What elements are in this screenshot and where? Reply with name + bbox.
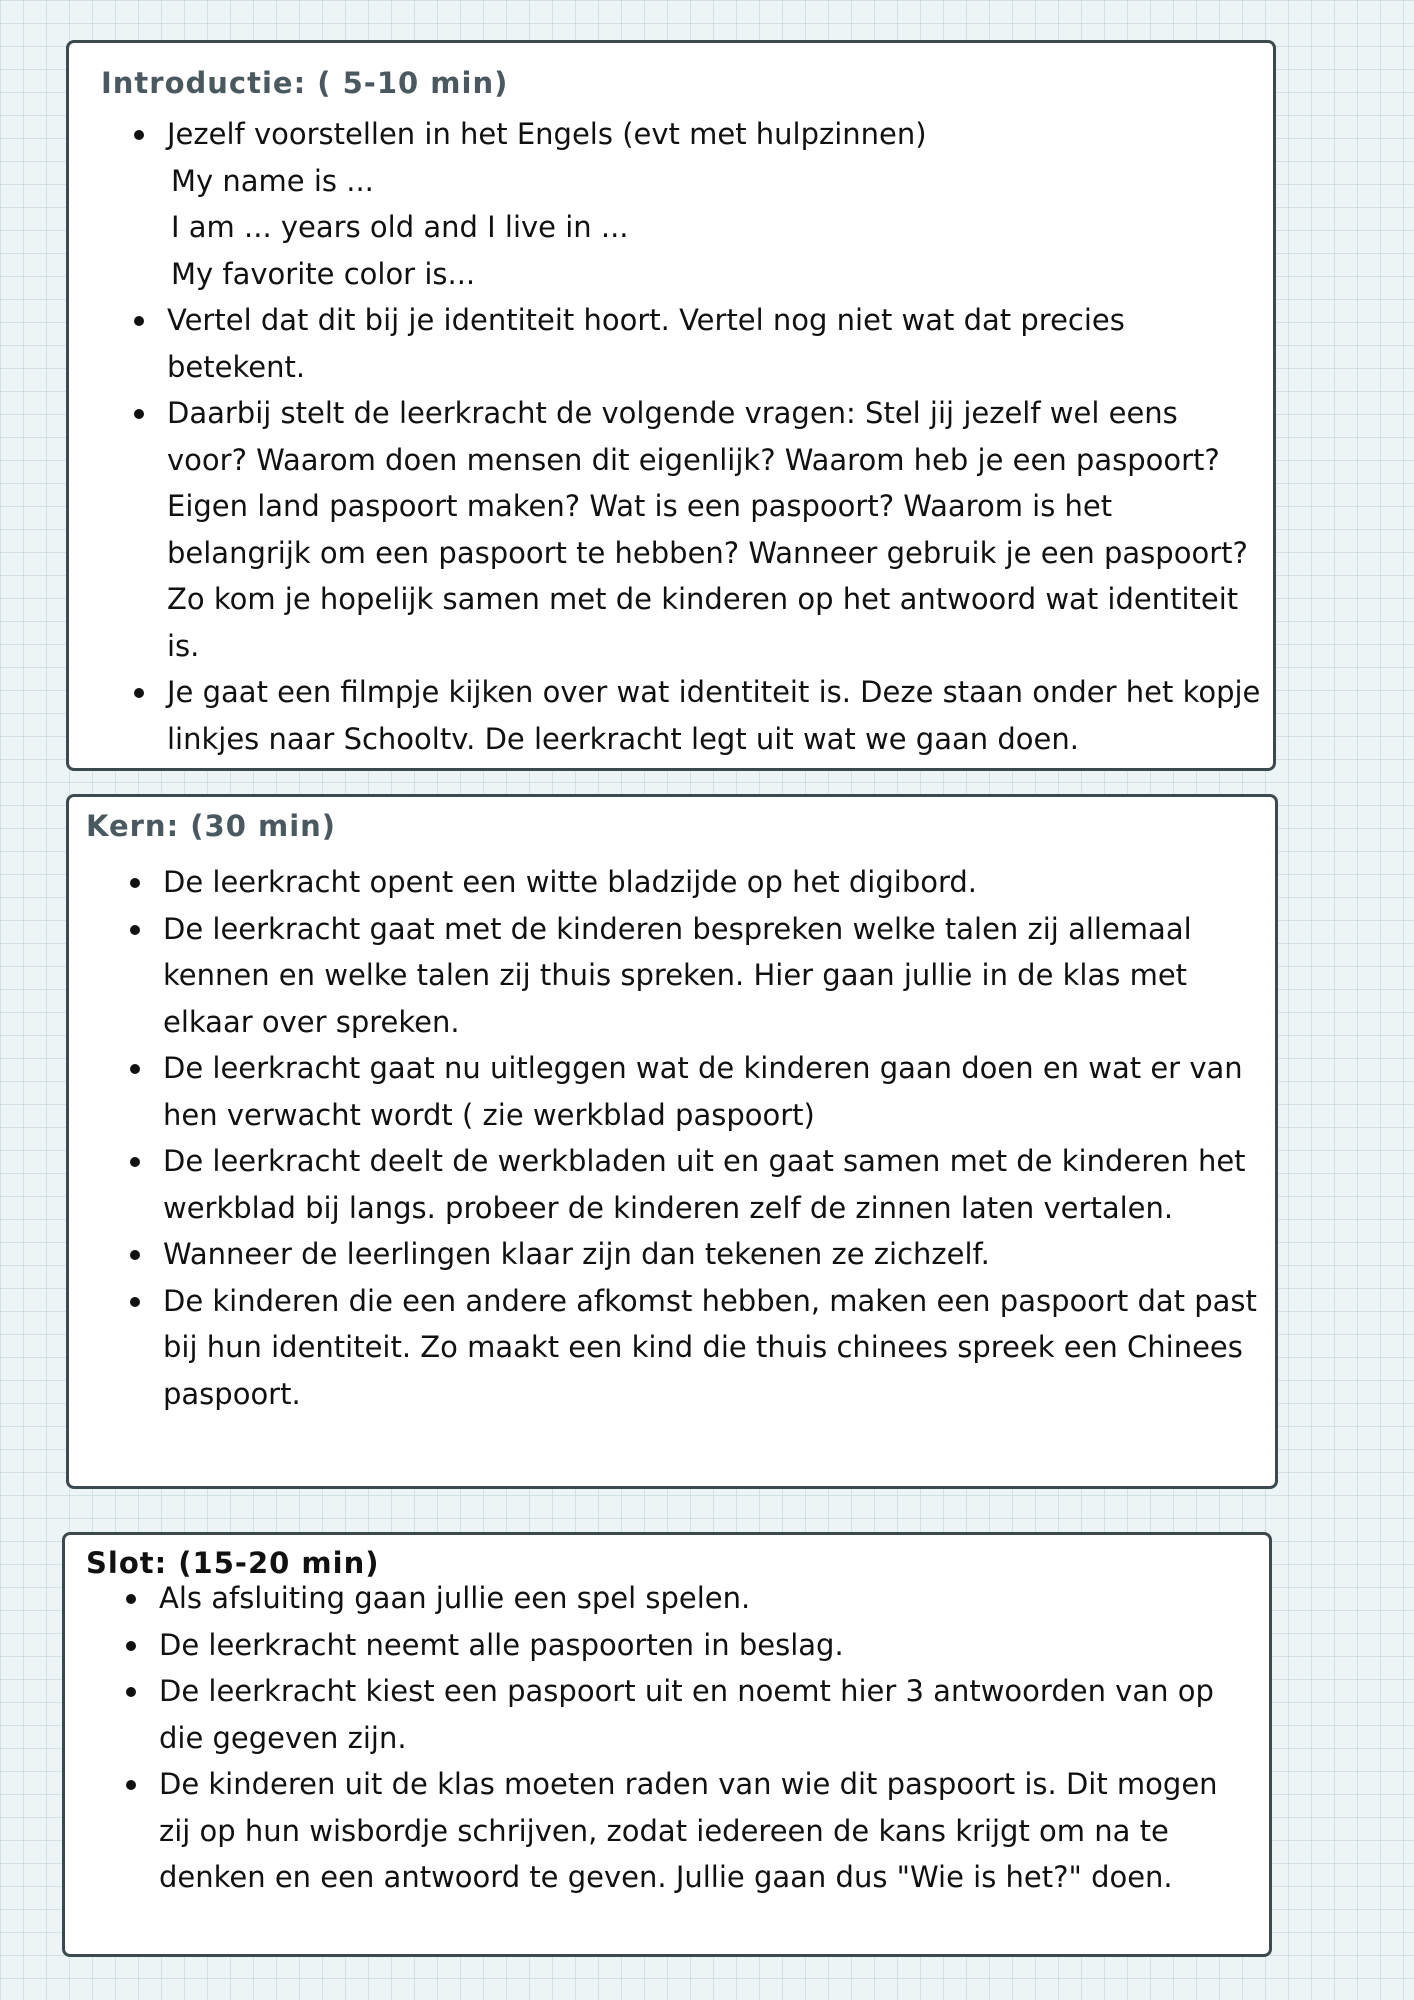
- kern-heading: Kern: (30 min): [86, 809, 337, 843]
- list-item: [131, 859, 1261, 906]
- list-item-text: De leerkracht gaat met de kinderen bespreken welke talen zij allemaal kennen en welke talen zij thuis spreken. Hier gaan jullie in de klas met elkaar over spreken.: [163, 911, 1192, 1039]
- kern-section: [66, 794, 1278, 1489]
- list-item: [131, 1138, 1261, 1231]
- list-item-text: Als afsluiting gaan jullie een spel spelen.: [159, 1581, 751, 1615]
- list-item-text: Je gaat een filmpje kijken over wat identiteit is. Deze staan onder het kopje linkjes naar Schooltv. De leerkracht legt uit wat we gaan doen.: [167, 675, 1261, 756]
- list-item: [127, 1668, 1257, 1761]
- intro-heading: Introductie: ( 5-10 min): [101, 66, 509, 100]
- list-item-text: De leerkracht opent een witte bladzijde op het digibord.: [163, 865, 978, 899]
- list-item: [135, 111, 1265, 297]
- slot-section: [62, 1532, 1272, 1957]
- list-item-text: De kinderen uit de klas moeten raden van wie dit paspoort is. Dit mogen zij op hun wisbordje schrijven, zodat iedereen de kans krijgt om na te denken en een antwoord te geven. Jullie gaan dus "Wie is het?" doen.: [159, 1767, 1218, 1894]
- list-item: [127, 1575, 1257, 1622]
- list-item-text: Daarbij stelt de leerkracht de volgende vragen: Stel jij jezelf wel eens voor? Waarom doen mensen dit eigenlijk? Waarom heb je een paspoort? Eigen land paspoort maken? Wat is een paspoort? Waarom is het belangrijk om een paspoort te hebben? Wanneer gebruik je een paspoort? Zo kom je hopelijk samen met de kinderen op het antwoord wat identiteit is.: [167, 396, 1248, 663]
- slot-heading: Slot: (15-20 min): [86, 1546, 380, 1580]
- list-item: [135, 297, 1265, 390]
- helper-sentence: My name is ...: [171, 163, 374, 198]
- list-item-text: Vertel dat dit bij je identiteit hoort. Vertel nog niet wat dat precies betekent.: [167, 303, 1125, 384]
- intro-list: [135, 111, 1265, 762]
- list-item-text: De leerkracht kiest een paspoort uit en noemt hier 3 antwoorden van op die gegeven zijn.: [159, 1674, 1214, 1755]
- slot-list: [127, 1575, 1257, 1901]
- list-item-text: De leerkracht deelt de werkbladen uit en gaat samen met de kinderen het werkblad bij langs. probeer de kinderen zelf de zinnen laten vertalen.: [163, 1144, 1246, 1225]
- intro-section: [66, 40, 1276, 771]
- list-item-text: Jezelf voorstellen in het Engels (evt met hulpzinnen): [167, 117, 927, 151]
- list-item: [127, 1622, 1257, 1669]
- list-item: [135, 669, 1265, 762]
- list-item: [127, 1761, 1257, 1901]
- helper-sentence: I am ... years old and I live in ...: [171, 210, 629, 244]
- list-item-text: De leerkracht neemt alle paspoorten in beslag.: [159, 1627, 844, 1662]
- list-item: [131, 1231, 1261, 1278]
- list-item: [131, 1045, 1261, 1138]
- kern-list: [131, 859, 1261, 1417]
- helper-sentence: My favorite color is...: [171, 256, 476, 291]
- list-item-text: De kinderen die een andere afkomst hebben, maken een paspoort dat past bij hun identiteit. Zo maakt een kind die thuis chinees spreek een Chinees paspoort.: [163, 1283, 1257, 1411]
- list-item: [135, 390, 1265, 669]
- list-item-text: De leerkracht gaat nu uitleggen wat de kinderen gaan doen en wat er van hen verwacht wordt ( zie werkblad paspoort): [163, 1051, 1243, 1132]
- list-item: [131, 1278, 1261, 1418]
- list-item-text: Wanneer de leerlingen klaar zijn dan tekenen ze zichzelf.: [163, 1237, 990, 1271]
- list-item: [131, 906, 1261, 1046]
